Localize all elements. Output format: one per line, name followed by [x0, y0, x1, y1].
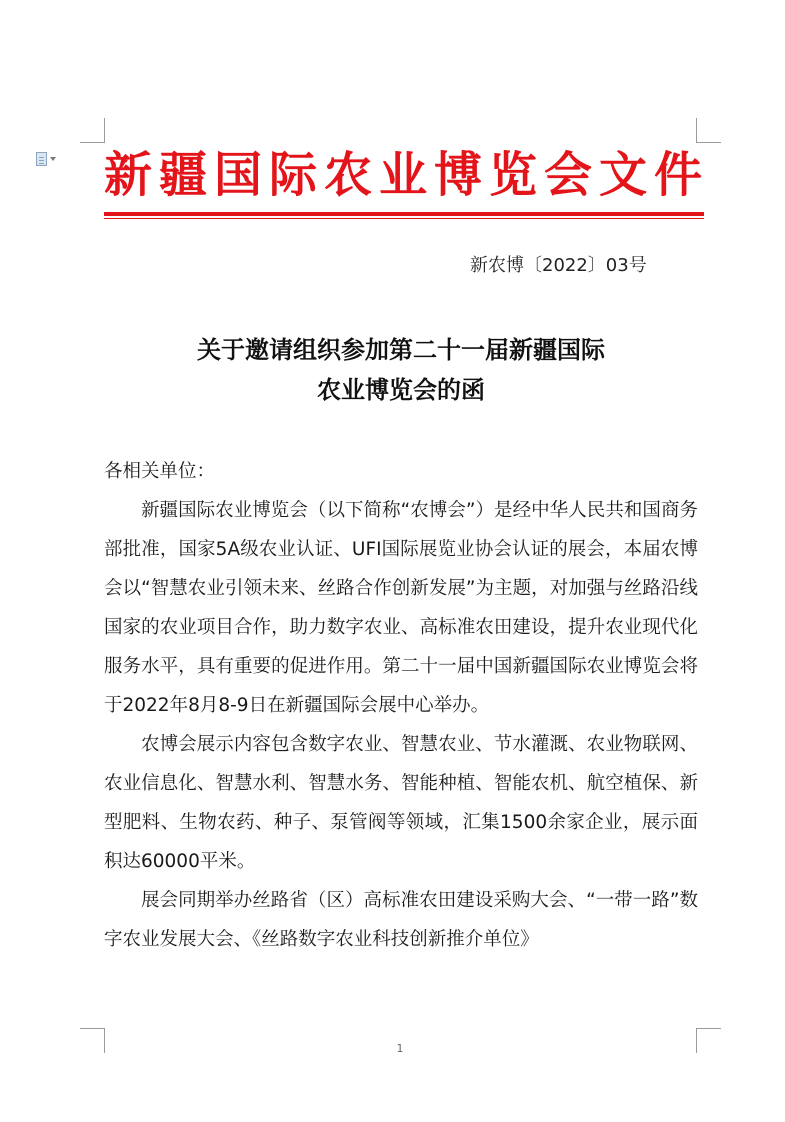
crop-mark-top-left	[80, 118, 105, 143]
page-icon	[36, 152, 47, 166]
page-number: 1	[396, 1042, 404, 1055]
body-paragraph-1: 新疆国际农业博览会（以下简称“农博会”）是经中华人民共和国商务部批准，国家5A级农业认证、UFI国际展览业协会认证的展会，本届农博会以“智慧农业引领未来、丝路合作创新发展”为主题，对加强与丝路沿线国家的农业项目合作，助力数字农业、高标准农田建设，提升农业现代化服务水平，具有重要的促进作用。第二十一届中国新疆国际农业博览会将于2022年8月8-9日在新疆国际会展中心举办。	[104, 500, 698, 716]
body-paragraph-3: 展会同期举办丝路省（区）高标准农田建设采购大会、“一带一路”数字农业发展大会、《丝路数字农业科技创新推介单位》	[104, 890, 698, 950]
document-title-line-2: 农业博览会的函	[317, 375, 485, 404]
document-number: 新农博〔2022〕03号	[470, 255, 647, 276]
body-paragraph-2: 农博会展示内容包含数字农业、智慧农业、节水灌溉、农业物联网、农业信息化、智慧水利、智慧水务、智能种植、智能农机、航空植保、新型肥料、生物农药、种子、泵管阀等领域，汇集1500余家企业，展示面积达60000平米。	[104, 734, 698, 872]
document-icon[interactable]	[36, 151, 66, 167]
chevron-down-icon	[50, 157, 56, 161]
document-title-line-1: 关于邀请组织参加第二十一届新疆国际	[197, 335, 605, 364]
header-red-rule	[104, 212, 704, 219]
document-title	[104, 330, 698, 410]
document-body	[104, 452, 698, 959]
document-header-title: 新疆国际农业博览会文件	[104, 147, 710, 203]
salutation: 各相关单位：	[104, 461, 216, 482]
crop-mark-top-right	[696, 118, 721, 143]
